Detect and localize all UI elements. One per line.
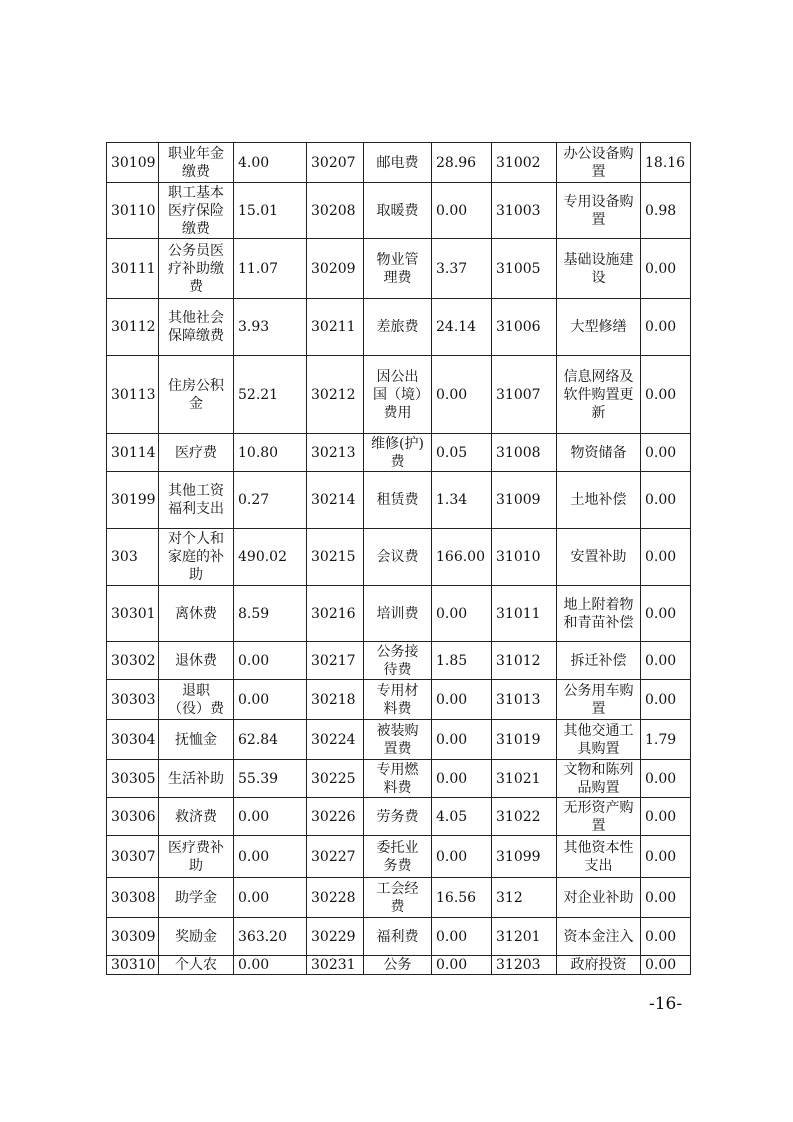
name-cell: 拆迁补偿 — [557, 642, 641, 680]
code-cell: 30109 — [107, 143, 159, 183]
amount-cell: 0.98 — [641, 183, 691, 239]
table-row — [107, 956, 691, 975]
name-cell: 其他交通工具购置 — [557, 720, 641, 760]
amount-cell: 0.00 — [432, 183, 492, 239]
table-row — [107, 918, 691, 956]
code-cell: 30215 — [307, 529, 364, 586]
code-cell: 30305 — [107, 760, 159, 798]
amount-cell: 490.02 — [234, 529, 307, 586]
amount-cell: 0.27 — [234, 472, 307, 529]
name-cell: 公务接待费 — [364, 642, 432, 680]
name-cell: 租赁费 — [364, 472, 432, 529]
amount-cell: 0.05 — [432, 434, 492, 472]
code-cell: 30301 — [107, 586, 159, 642]
table-row — [107, 642, 691, 680]
table-row — [107, 720, 691, 760]
name-cell: 助学金 — [159, 878, 234, 918]
code-cell: 31099 — [492, 836, 557, 878]
name-cell: 地上附着物和青苗补偿 — [557, 586, 641, 642]
code-cell: 31201 — [492, 918, 557, 956]
code-cell: 30307 — [107, 836, 159, 878]
name-cell: 安置补助 — [557, 529, 641, 586]
table-row — [107, 239, 691, 299]
code-cell: 30226 — [307, 798, 364, 836]
code-cell: 30231 — [307, 956, 364, 975]
name-cell: 物资储备 — [557, 434, 641, 472]
code-cell: 31009 — [492, 472, 557, 529]
name-cell: 差旅费 — [364, 299, 432, 356]
name-cell: 医疗费补助 — [159, 836, 234, 878]
table-row — [107, 143, 691, 183]
amount-cell: 55.39 — [234, 760, 307, 798]
name-cell: 被装购置费 — [364, 720, 432, 760]
name-cell: 对个人和家庭的补助 — [159, 529, 234, 586]
table-row — [107, 586, 691, 642]
amount-cell: 18.16 — [641, 143, 691, 183]
table-row — [107, 680, 691, 720]
code-cell: 31019 — [492, 720, 557, 760]
name-cell: 专用材料费 — [364, 680, 432, 720]
code-cell: 30212 — [307, 356, 364, 434]
code-cell: 30112 — [107, 299, 159, 356]
amount-cell: 0.00 — [641, 798, 691, 836]
code-cell: 30217 — [307, 642, 364, 680]
code-cell: 30213 — [307, 434, 364, 472]
amount-cell: 0.00 — [234, 836, 307, 878]
name-cell: 其他社会保障缴费 — [159, 299, 234, 356]
amount-cell: 3.37 — [432, 239, 492, 299]
code-cell: 30306 — [107, 798, 159, 836]
code-cell: 31021 — [492, 760, 557, 798]
amount-cell: 0.00 — [641, 299, 691, 356]
amount-cell: 62.84 — [234, 720, 307, 760]
amount-cell: 4.00 — [234, 143, 307, 183]
name-cell: 抚恤金 — [159, 720, 234, 760]
amount-cell: 52.21 — [234, 356, 307, 434]
amount-cell: 0.00 — [432, 720, 492, 760]
name-cell: 公务员医疗补助缴费 — [159, 239, 234, 299]
amount-cell: 0.00 — [641, 836, 691, 878]
code-cell: 30225 — [307, 760, 364, 798]
name-cell: 住房公积金 — [159, 356, 234, 434]
name-cell: 培训费 — [364, 586, 432, 642]
table-row — [107, 798, 691, 836]
amount-cell: 0.00 — [432, 918, 492, 956]
code-cell: 30114 — [107, 434, 159, 472]
code-cell: 30309 — [107, 918, 159, 956]
name-cell: 土地补偿 — [557, 472, 641, 529]
code-cell: 30113 — [107, 356, 159, 434]
code-cell: 303 — [107, 529, 159, 586]
name-cell: 福利费 — [364, 918, 432, 956]
name-cell: 会议费 — [364, 529, 432, 586]
name-cell: 邮电费 — [364, 143, 432, 183]
code-cell: 30209 — [307, 239, 364, 299]
code-cell: 30227 — [307, 836, 364, 878]
name-cell: 无形资产购置 — [557, 798, 641, 836]
amount-cell: 4.05 — [432, 798, 492, 836]
amount-cell: 15.01 — [234, 183, 307, 239]
name-cell: 离休费 — [159, 586, 234, 642]
amount-cell: 0.00 — [234, 642, 307, 680]
name-cell: 文物和陈列品购置 — [557, 760, 641, 798]
name-cell: 医疗费 — [159, 434, 234, 472]
name-cell: 奖励金 — [159, 918, 234, 956]
budget-table — [106, 142, 691, 975]
code-cell: 30110 — [107, 183, 159, 239]
amount-cell: 0.00 — [234, 798, 307, 836]
amount-cell: 0.00 — [432, 760, 492, 798]
name-cell: 大型修缮 — [557, 299, 641, 356]
code-cell: 30228 — [307, 878, 364, 918]
code-cell: 30229 — [307, 918, 364, 956]
amount-cell: 0.00 — [641, 586, 691, 642]
table-row — [107, 434, 691, 472]
name-cell: 生活补助 — [159, 760, 234, 798]
code-cell: 31012 — [492, 642, 557, 680]
table-row — [107, 299, 691, 356]
table-row — [107, 356, 691, 434]
code-cell: 30214 — [307, 472, 364, 529]
amount-cell: 0.00 — [641, 878, 691, 918]
code-cell: 30111 — [107, 239, 159, 299]
code-cell: 31008 — [492, 434, 557, 472]
amount-cell: 0.00 — [234, 680, 307, 720]
name-cell: 其他工资福利支出 — [159, 472, 234, 529]
amount-cell: 0.00 — [641, 239, 691, 299]
amount-cell: 0.00 — [641, 956, 691, 975]
name-cell: 劳务费 — [364, 798, 432, 836]
code-cell: 30224 — [307, 720, 364, 760]
name-cell: 办公设备购置 — [557, 143, 641, 183]
code-cell: 31011 — [492, 586, 557, 642]
code-cell: 31002 — [492, 143, 557, 183]
code-cell: 31003 — [492, 183, 557, 239]
page-number: -16- — [649, 994, 683, 1014]
amount-cell: 0.00 — [432, 836, 492, 878]
amount-cell: 3.93 — [234, 299, 307, 356]
amount-cell: 0.00 — [641, 356, 691, 434]
amount-cell: 0.00 — [234, 956, 307, 975]
name-cell: 专用设备购置 — [557, 183, 641, 239]
table-row — [107, 472, 691, 529]
amount-cell: 11.07 — [234, 239, 307, 299]
table-row — [107, 836, 691, 878]
amount-cell: 1.34 — [432, 472, 492, 529]
amount-cell: 0.00 — [641, 529, 691, 586]
name-cell: 职业年金缴费 — [159, 143, 234, 183]
name-cell: 委托业务费 — [364, 836, 432, 878]
name-cell: 对企业补助 — [557, 878, 641, 918]
name-cell: 专用燃料费 — [364, 760, 432, 798]
name-cell: 物业管理费 — [364, 239, 432, 299]
table-body — [107, 143, 691, 975]
amount-cell: 8.59 — [234, 586, 307, 642]
code-cell: 30308 — [107, 878, 159, 918]
name-cell: 公务用车购置 — [557, 680, 641, 720]
code-cell: 31005 — [492, 239, 557, 299]
name-cell: 因公出国（境）费用 — [364, 356, 432, 434]
name-cell: 职工基本医疗保险缴费 — [159, 183, 234, 239]
amount-cell: 0.00 — [234, 878, 307, 918]
amount-cell: 24.14 — [432, 299, 492, 356]
amount-cell: 28.96 — [432, 143, 492, 183]
amount-cell: 0.00 — [432, 680, 492, 720]
amount-cell: 363.20 — [234, 918, 307, 956]
name-cell: 信息网络及软件购置更新 — [557, 356, 641, 434]
amount-cell: 0.00 — [432, 356, 492, 434]
name-cell: 个人农 — [159, 956, 234, 975]
name-cell: 公务 — [364, 956, 432, 975]
code-cell: 30302 — [107, 642, 159, 680]
amount-cell: 1.85 — [432, 642, 492, 680]
name-cell: 其他资本性支出 — [557, 836, 641, 878]
code-cell: 31022 — [492, 798, 557, 836]
amount-cell: 0.00 — [641, 472, 691, 529]
code-cell: 30218 — [307, 680, 364, 720]
code-cell: 31006 — [492, 299, 557, 356]
name-cell: 取暖费 — [364, 183, 432, 239]
name-cell: 基础设施建设 — [557, 239, 641, 299]
amount-cell: 0.00 — [432, 586, 492, 642]
code-cell: 30211 — [307, 299, 364, 356]
amount-cell: 1.79 — [641, 720, 691, 760]
amount-cell: 10.80 — [234, 434, 307, 472]
code-cell: 30208 — [307, 183, 364, 239]
amount-cell: 0.00 — [641, 680, 691, 720]
name-cell: 退职（役）费 — [159, 680, 234, 720]
name-cell: 退休费 — [159, 642, 234, 680]
code-cell: 30199 — [107, 472, 159, 529]
code-cell: 31013 — [492, 680, 557, 720]
name-cell: 救济费 — [159, 798, 234, 836]
code-cell: 30304 — [107, 720, 159, 760]
amount-cell: 166.00 — [432, 529, 492, 586]
code-cell: 30207 — [307, 143, 364, 183]
table-row — [107, 183, 691, 239]
code-cell: 31007 — [492, 356, 557, 434]
amount-cell: 0.00 — [432, 956, 492, 975]
amount-cell: 0.00 — [641, 918, 691, 956]
amount-cell: 0.00 — [641, 760, 691, 798]
amount-cell: 0.00 — [641, 434, 691, 472]
code-cell: 30310 — [107, 956, 159, 975]
table-row — [107, 529, 691, 586]
code-cell: 30216 — [307, 586, 364, 642]
code-cell: 31203 — [492, 956, 557, 975]
name-cell: 资本金注入 — [557, 918, 641, 956]
name-cell: 工会经费 — [364, 878, 432, 918]
code-cell: 31010 — [492, 529, 557, 586]
table-row — [107, 878, 691, 918]
name-cell: 维修(护)费 — [364, 434, 432, 472]
code-cell: 30303 — [107, 680, 159, 720]
amount-cell: 16.56 — [432, 878, 492, 918]
name-cell: 政府投资 — [557, 956, 641, 975]
table-row — [107, 760, 691, 798]
amount-cell: 0.00 — [641, 642, 691, 680]
code-cell: 312 — [492, 878, 557, 918]
